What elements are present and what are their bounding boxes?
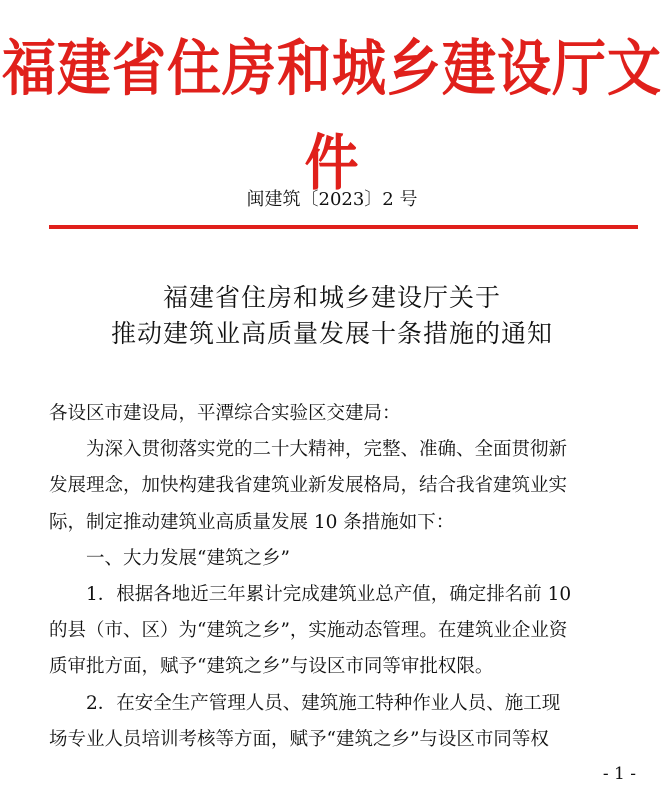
document-masthead: 福建省住房和城乡建设厅文件 [2,33,662,198]
body-line: 的县（市、区）为“建筑之乡”，实施动态管理。在建筑业企业资 [49,620,568,642]
body-line: 场专业人员培训考核等方面，赋予“建筑之乡”与设区市同等权 [49,728,549,750]
red-divider-rule [49,225,638,229]
body-line: 质审批方面，赋予“建筑之乡”与设区市同等审批权限。 [49,656,494,678]
page-number: - 1 - [602,764,636,784]
document-title-line-2: 推动建筑业高质量发展十条措施的通知 [110,319,553,348]
body-line: 为深入贯彻落实党的二十大精神，完整、准确、全面贯彻新 [86,439,568,461]
document-title-line-1: 福建省住房和城乡建设厅关于 [162,283,501,312]
document-title [0,280,664,352]
body-line-salutation: 各设区市建设局，平潭综合实验区交建局： [49,403,401,424]
section-heading: 一、大力发展“建筑之乡” [86,547,290,569]
body-line: 发展理念，加快构建我省建筑业新发展格局，结合我省建筑业实 [49,475,568,497]
body-line-item-1: 1．根据各地近三年累计完成建筑业总产值，确定排名前 10 [86,583,572,605]
document-body [49,396,641,758]
body-line-item-2: 2．在安全生产管理人员、建筑施工特种作业人员、施工现 [86,692,561,714]
body-line: 际，制定推动建筑业高质量发展 10 条措施如下： [49,511,455,533]
document-number: 闽建筑〔2023〕2 号 [246,189,418,210]
